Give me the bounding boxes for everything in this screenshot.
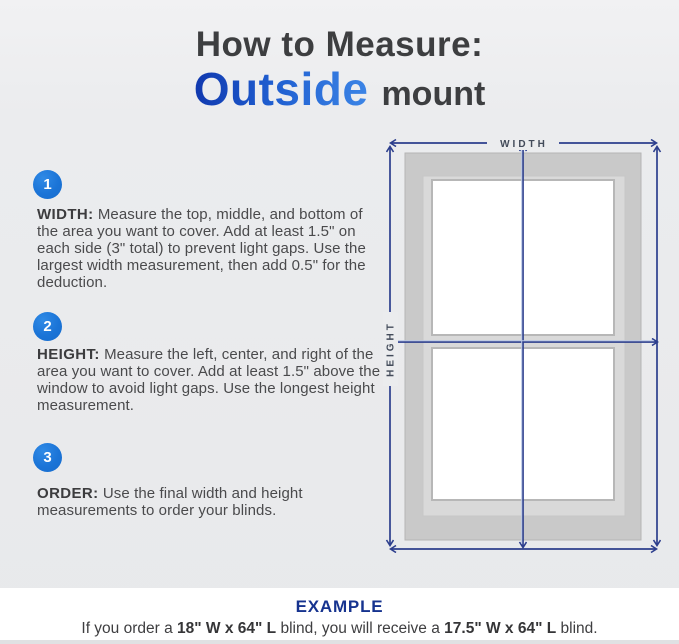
footer-divider-bar <box>0 640 679 644</box>
title-line-1: How to Measure: <box>195 25 484 64</box>
example-order-size: 18" W x 64" L <box>177 620 277 637</box>
step-2-body: Measure the left, center, and right of the area you want to cover. Add at least 1.5" above the window to avoid light gaps. Use the longest height measurement. <box>37 346 381 414</box>
step-1-body: Measure the top, middle, and bottom of the area you want to cover. Add at least 1.5" on each side (3" total) to prevent light gaps. Use the largest width measurement, then add 0.5" for the deduction. <box>37 206 366 291</box>
title-line-2 <box>0 63 679 115</box>
example-heading: EXAMPLE <box>295 597 384 616</box>
example-receive-size: 17.5" W x 64" L <box>444 620 557 637</box>
step-3-text <box>37 485 367 519</box>
step-1-badge <box>33 170 62 199</box>
step-1-text <box>37 206 378 291</box>
height-label: HEIGHT <box>385 321 397 377</box>
width-label: WIDTH <box>500 139 548 150</box>
step-1-label: WIDTH: <box>37 206 94 223</box>
example-suffix: blind. <box>556 620 598 637</box>
title-mount-word: mount <box>381 75 486 113</box>
page-title <box>0 26 679 114</box>
step-2-text <box>37 346 384 414</box>
step-2-number: 2 <box>43 318 52 335</box>
step-2-label: HEIGHT: <box>37 346 100 363</box>
title-mount-type: Outside <box>193 63 369 115</box>
step-3-number: 3 <box>43 449 52 466</box>
step-1-number: 1 <box>43 176 52 193</box>
step-3-badge <box>33 443 62 472</box>
example-sentence <box>0 620 679 638</box>
example-footer <box>0 588 679 644</box>
window-measurement-diagram <box>383 135 668 567</box>
example-prefix: If you order a <box>81 620 178 637</box>
step-3-body: Use the final width and height measurements to order your blinds. <box>37 485 303 519</box>
step-3-label: ORDER: <box>37 485 99 502</box>
example-middle: blind, you will receive a <box>276 620 445 637</box>
step-2-badge <box>33 312 62 341</box>
